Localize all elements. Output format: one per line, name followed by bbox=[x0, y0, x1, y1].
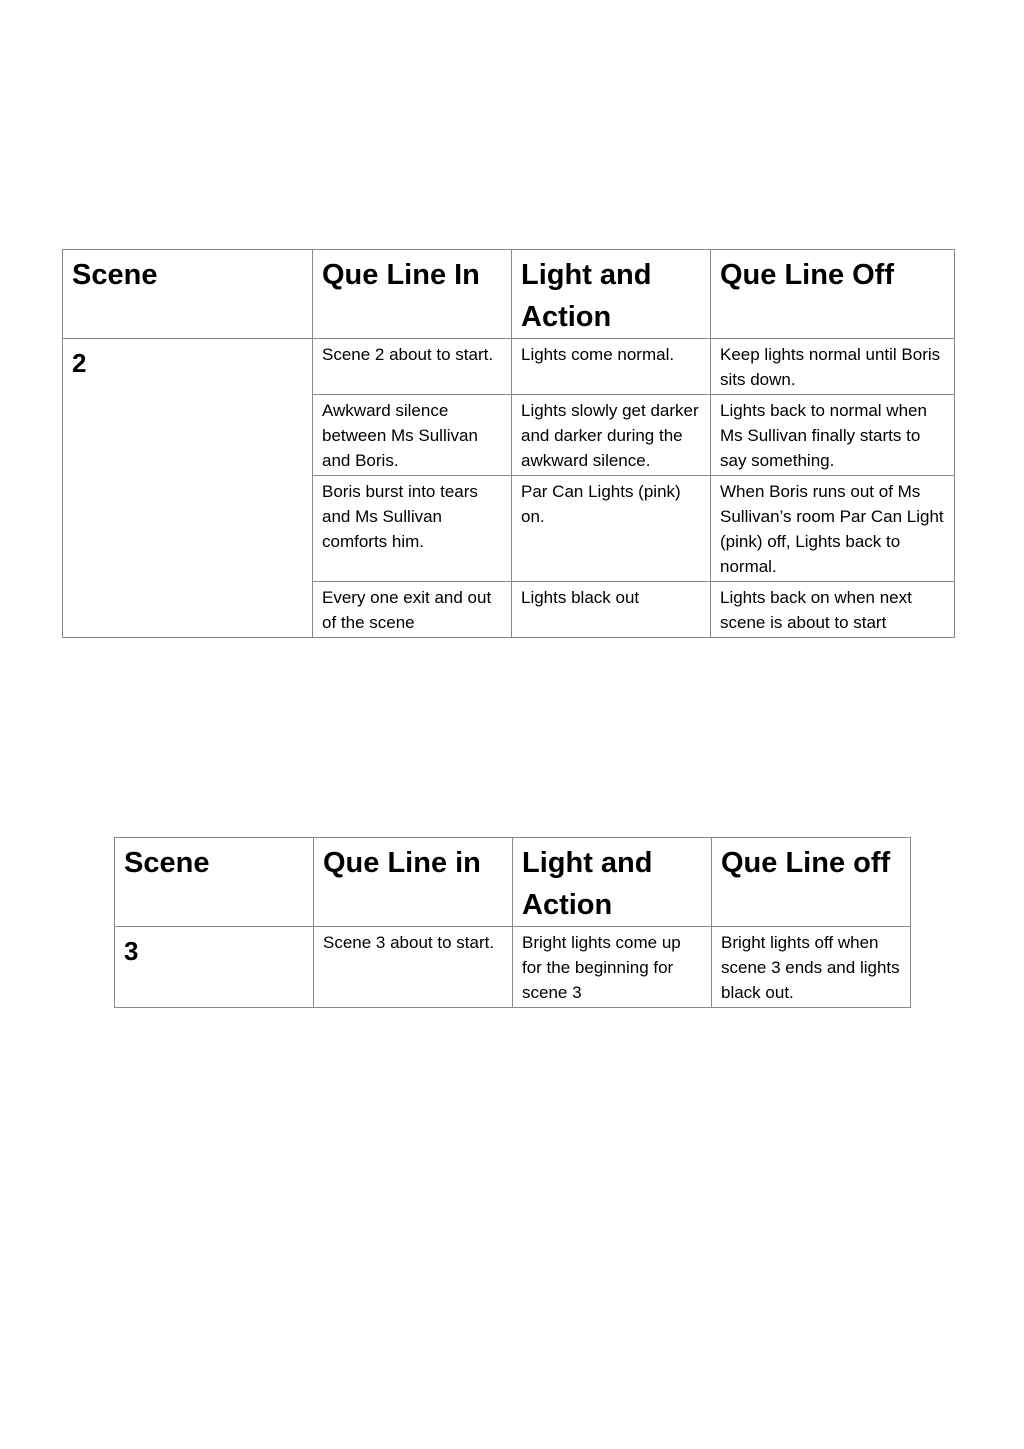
table-row bbox=[115, 927, 911, 1008]
header-scene: Scene bbox=[115, 838, 314, 927]
header-row bbox=[115, 838, 911, 927]
light-action-cell: Bright lights come up for the beginning for scene 3 bbox=[513, 927, 712, 1008]
que-line-in-cell: Boris burst into tears and Ms Sullivan comforts him. bbox=[313, 476, 512, 582]
header-que-line-off: Que Line Off bbox=[711, 250, 955, 339]
header-light-and-action: Light and Action bbox=[513, 838, 712, 927]
light-action-cell: Par Can Lights (pink) on. bbox=[512, 476, 711, 582]
que-line-off-cell: When Boris runs out of Ms Sullivan’s room Par Can Light (pink) off, Lights back to normal. bbox=[711, 476, 955, 582]
scene-number: 2 bbox=[63, 339, 313, 638]
header-row bbox=[63, 250, 955, 339]
que-line-off-cell: Bright lights off when scene 3 ends and lights black out. bbox=[712, 927, 911, 1008]
cue-table-scene-2 bbox=[62, 249, 955, 638]
header-que-line-in: Que Line in bbox=[314, 838, 513, 927]
header-que-line-off: Que Line off bbox=[712, 838, 911, 927]
light-action-cell: Lights slowly get darker and darker during the awkward silence. bbox=[512, 395, 711, 476]
que-line-in-cell: Scene 3 about to start. bbox=[314, 927, 513, 1008]
header-que-line-in: Que Line In bbox=[313, 250, 512, 339]
que-line-in-cell: Awkward silence between Ms Sullivan and Boris. bbox=[313, 395, 512, 476]
scene-number: 3 bbox=[115, 927, 314, 1008]
light-action-cell: Lights black out bbox=[512, 582, 711, 638]
que-line-off-cell: Lights back to normal when Ms Sullivan finally starts to say something. bbox=[711, 395, 955, 476]
header-scene: Scene bbox=[63, 250, 313, 339]
header-light-and-action: Light and Action bbox=[512, 250, 711, 339]
light-action-cell: Lights come normal. bbox=[512, 339, 711, 395]
que-line-off-cell: Keep lights normal until Boris sits down. bbox=[711, 339, 955, 395]
que-line-in-cell: Every one exit and out of the scene bbox=[313, 582, 512, 638]
cue-table-scene-3 bbox=[114, 837, 911, 1008]
table-row bbox=[63, 339, 955, 395]
que-line-off-cell: Lights back on when next scene is about to start bbox=[711, 582, 955, 638]
que-line-in-cell: Scene 2 about to start. bbox=[313, 339, 512, 395]
